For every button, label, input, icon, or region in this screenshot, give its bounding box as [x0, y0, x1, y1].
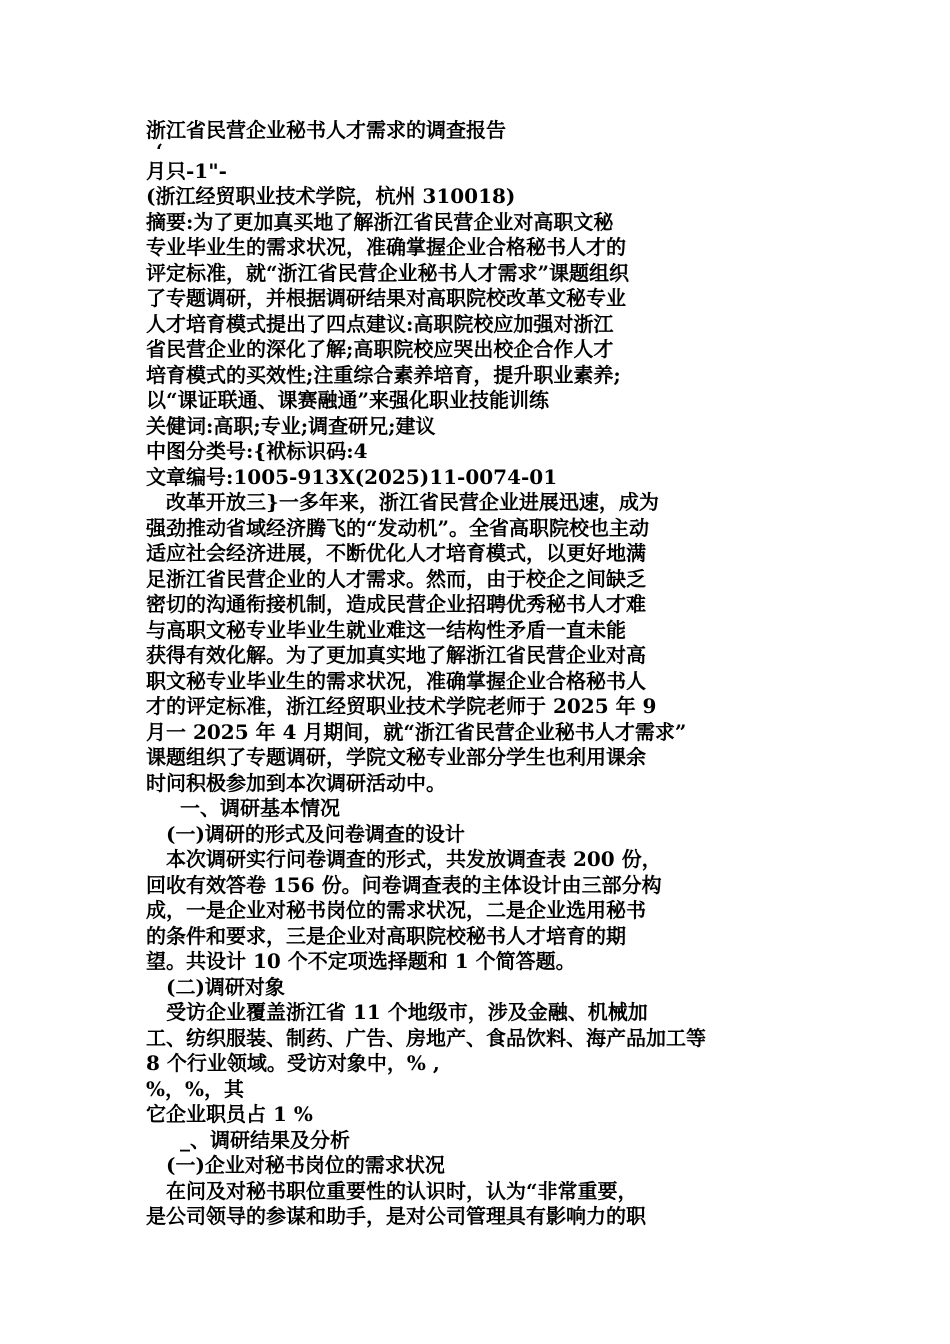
- abstract-line: 培育模式的买效性;注重综合素养培育，提升职业素养;: [146, 362, 621, 387]
- keywords: 关健词:高职;专业;调查研兄;建议: [146, 413, 436, 438]
- document-title: 浙江省民营企业秘书人才需求的调查报告: [146, 118, 506, 142]
- paragraph-line: 本次调研实行问卷调查的形式，共发放调查表 200 份，: [166, 847, 662, 871]
- intro-line: 密切的沟通衔接机制，造成民营企业招聘优秀秘书人才难: [146, 592, 646, 616]
- abstract-line: 摘要:为了更加真买地了解浙江省民营企业对高职文秘: [146, 209, 614, 234]
- intro-line: 改革开放三}一多年来，浙江省民营企业进展迅速，成为: [166, 490, 659, 514]
- paragraph-line: %，%，其: [146, 1076, 245, 1101]
- paragraph-line: 8 个行业领域。受访对象中，% ,: [146, 1051, 440, 1075]
- intro-line: 月一 2025 年 4 月期间，就“浙江省民营企业秘书人才需求”: [146, 719, 687, 744]
- subsection-heading: (一)企业对秘书岗位的需求状况: [166, 1153, 445, 1177]
- abstract-line: 了专题调研，并根据调研结果对高职院校改革文秘专业: [146, 286, 626, 310]
- paragraph-line: 它企业职员占 1 %: [146, 1102, 313, 1126]
- abstract-line: 专业毕业生的需求状况，准确掌握企业合格秘书人才的: [146, 235, 626, 259]
- intro-line: 课题组织了专题调研，学院文秘专业部分学生也利用课余: [146, 745, 646, 769]
- abstract-line: 人才培育模式提出了四点建议:高职院校应加强对浙江: [146, 311, 614, 336]
- paragraph-line: 成，一是企业对秘书岗位的需求状况，二是企业选用秘书: [146, 898, 646, 922]
- affiliation: (浙江经贸职业技术学院，杭州 310018): [146, 184, 516, 208]
- intro-line: 时问积极参加到本次调研活动中。: [146, 770, 446, 795]
- intro-line: 获得有效化解。为了更加真实地了解浙江省民营企业对高: [146, 643, 646, 667]
- abstract-line: 评定标准，就“浙江省民营企业秘书人才需求”课题组织: [146, 260, 630, 285]
- paragraph-line: 回收有效答卷 156 份。问卷调查表的主体设计由三部分构: [146, 872, 662, 897]
- paragraph-line: 是公司领导的参谋和助手，是对公司管理具有影响力的职: [146, 1204, 646, 1228]
- intro-line: 才的评定标准，浙江经贸职业技术学院老师于 2025 年 9: [146, 694, 657, 718]
- abstract-line: 省民营企业的深化了解;高职院校应哭出校企合作人才: [146, 337, 614, 361]
- intro-line: 强劲推动省域经济腾飞的“发动机”。全省高职院校也主动: [146, 515, 650, 540]
- abstract-line: 以“课证联通、课赛融通”来强化职业技能训练: [146, 388, 550, 412]
- subsection-heading: (一)调研的形式及问卷调查的设计: [166, 821, 465, 846]
- paragraph-line: 工、纺织服装、制药、广告、房地产、食品饮料、海产品加工等: [146, 1025, 706, 1050]
- paragraph-line: 望。共设计 10 个不定项选择题和 1 个简答题。: [146, 949, 576, 973]
- classification-number: 中图分类号:{袱标识码:4: [146, 439, 368, 463]
- section-heading: 一、调研基本情况: [180, 796, 340, 820]
- article-number: 文章编号:1005-913X(2025)11-0074-01: [146, 464, 558, 489]
- paragraph-line: 在问及对秘书职位重要性的认识时，认为“非常重要，: [166, 1178, 638, 1203]
- subsection-heading: (二)调研对象: [166, 974, 285, 999]
- intro-line: 足浙江省民营企业的人才需求。然而，由于校企之间缺乏: [146, 566, 646, 591]
- intro-line: 适应社会经济进展，不断优化人才培育模式，以更好地满: [146, 541, 646, 565]
- title-mark: ‘: [156, 138, 163, 163]
- intro-line: 职文秘专业毕业生的需求状况，准确掌握企业合格秘书人: [146, 668, 646, 693]
- paragraph-line: 受访企业覆盖浙江省 11 个地级市，涉及金融、机械加: [166, 1000, 648, 1024]
- section-heading: _、调研结果及分析: [180, 1127, 350, 1152]
- paragraph-line: 的条件和要求，三是企业对高职院校秘书人才培育的期: [146, 923, 626, 948]
- document-body: [146, 118, 866, 1230]
- byline: 月只-1"-: [146, 158, 227, 183]
- intro-line: 与高职文秘专业毕业生就业难这一结构性矛盾一直未能: [146, 617, 626, 642]
